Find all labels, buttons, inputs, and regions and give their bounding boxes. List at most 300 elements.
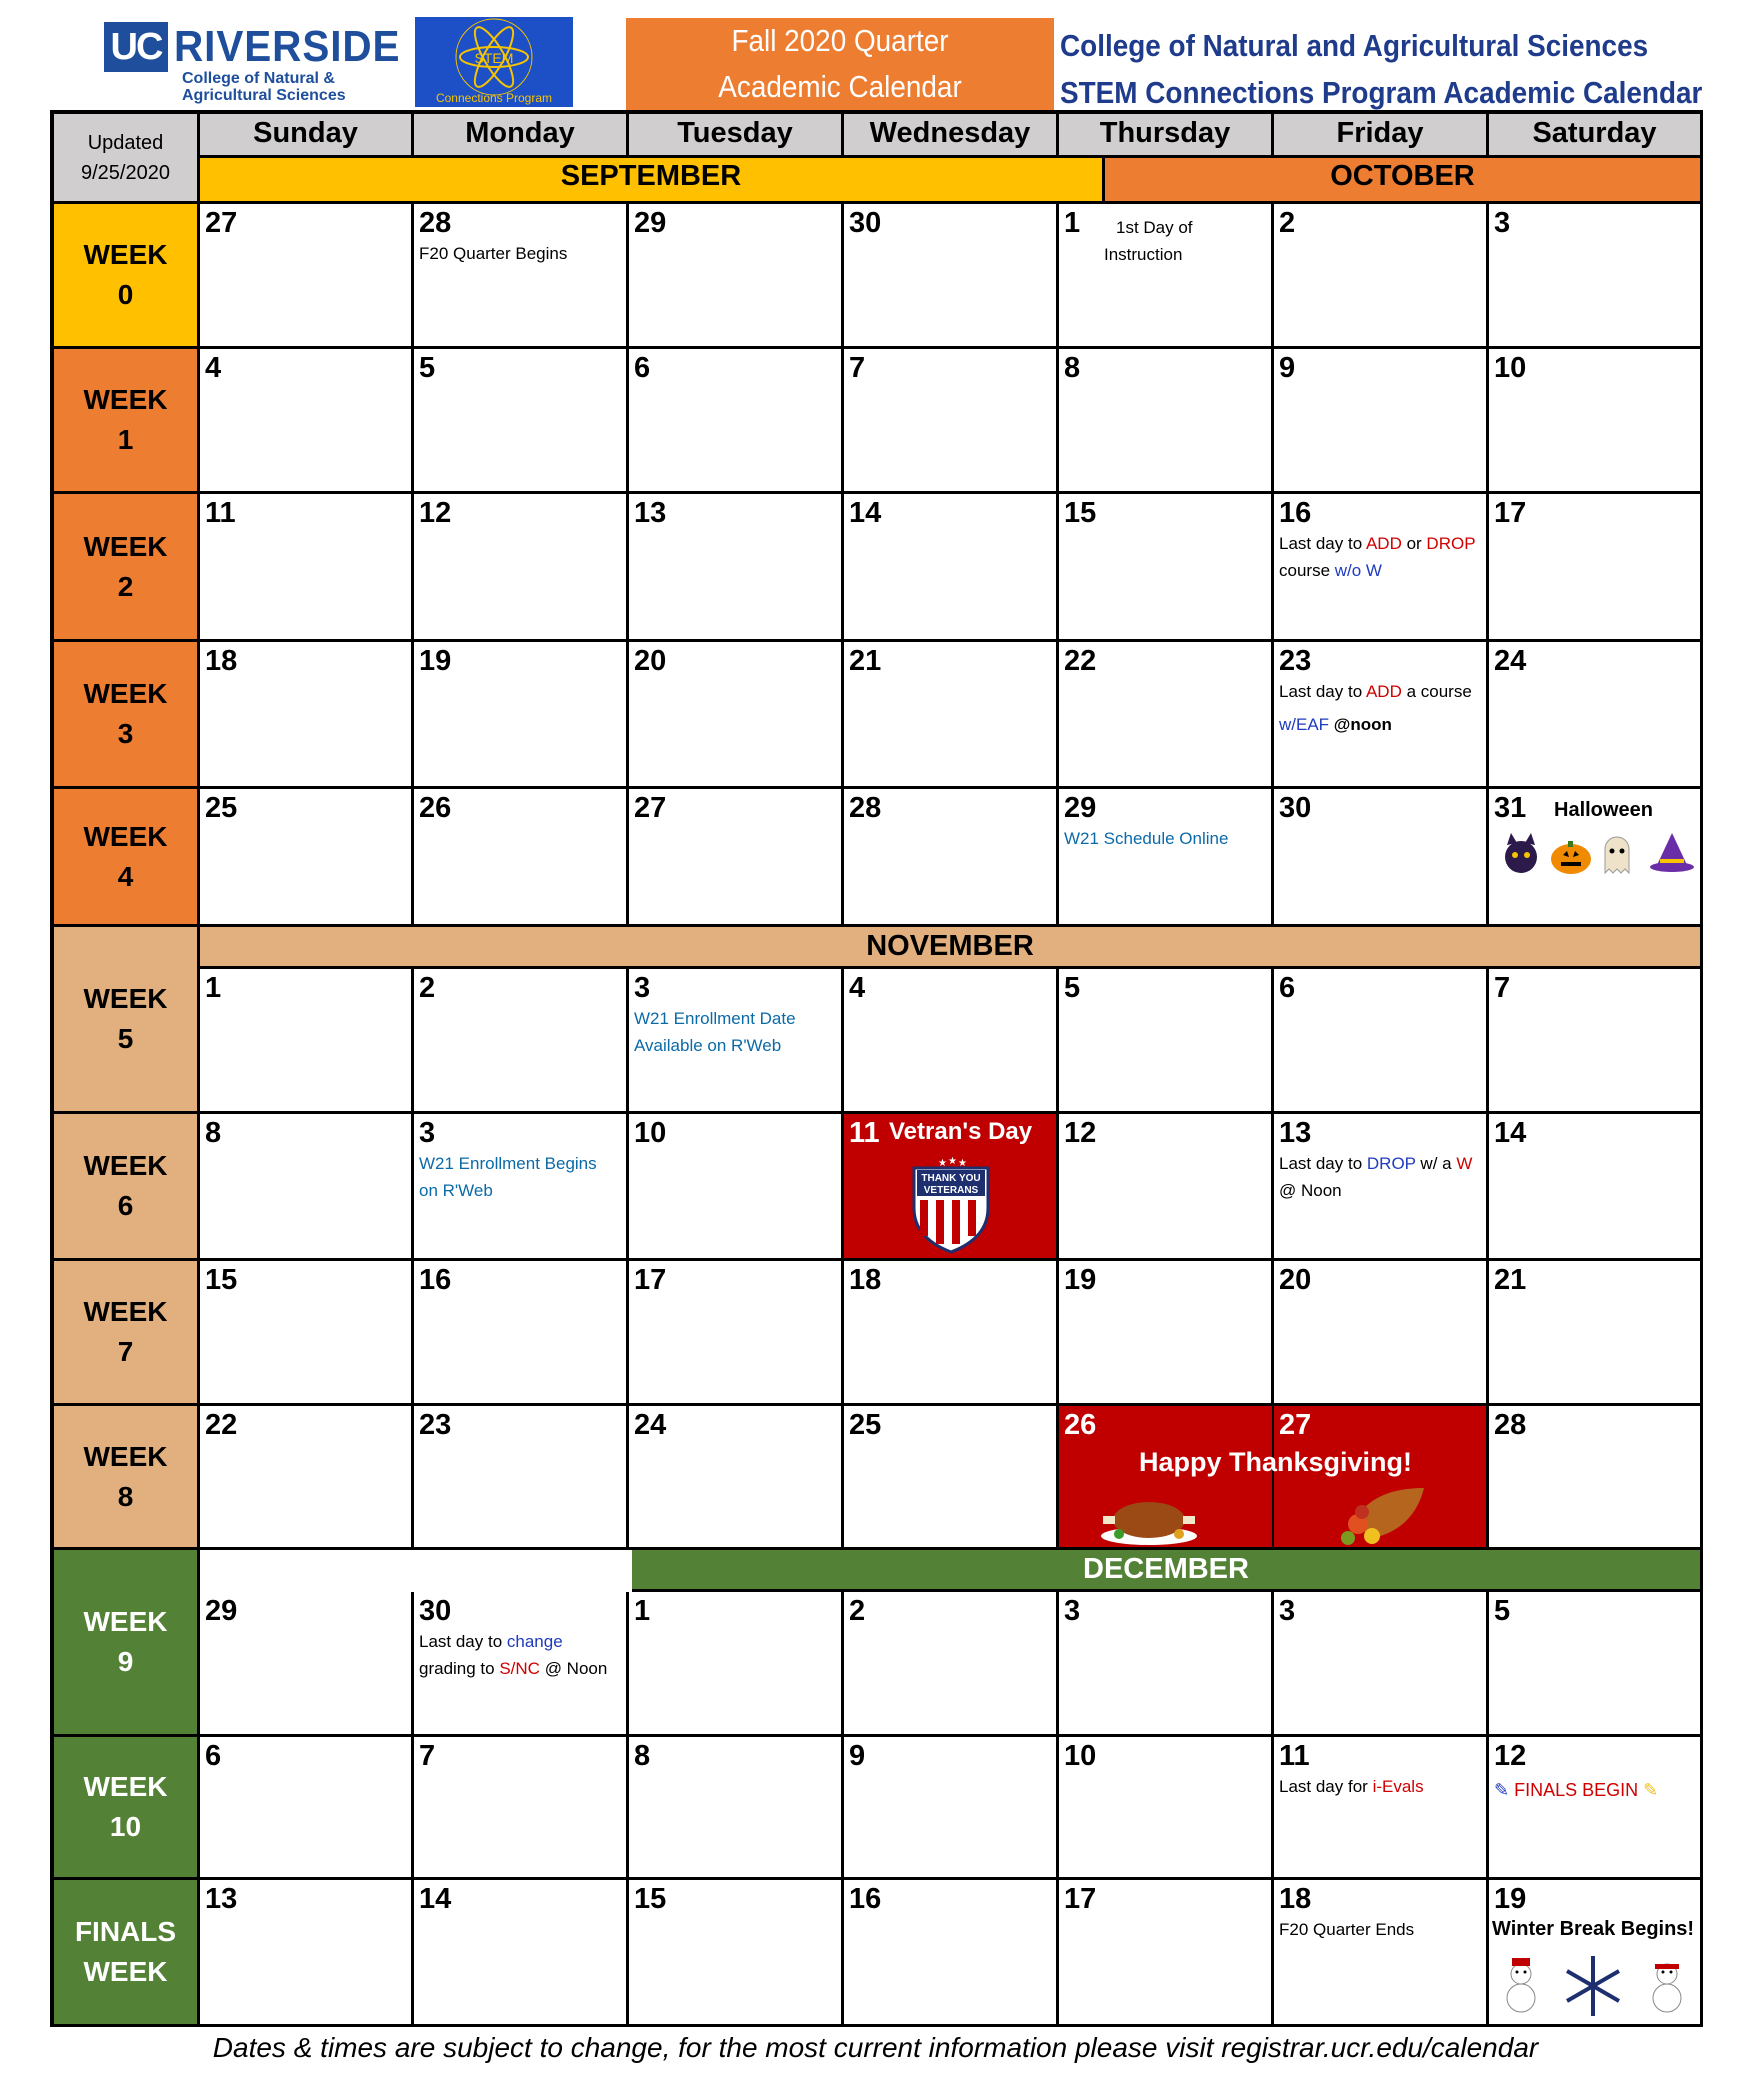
event-text: @noon bbox=[1329, 715, 1392, 734]
day-cell bbox=[414, 1592, 629, 1737]
date-number: 11 bbox=[205, 497, 236, 529]
event-note bbox=[1279, 530, 1476, 584]
footer-disclaimer: Dates & times are subject to change, for the most current information please visit registrar.ucr.edu/calendar bbox=[212, 2032, 1539, 2063]
week-label-line2: 1 bbox=[117, 424, 134, 455]
date-number: 27 bbox=[205, 207, 238, 239]
day-cell bbox=[629, 1114, 844, 1261]
date-number: 5 bbox=[419, 352, 436, 384]
day-cell bbox=[1059, 204, 1274, 349]
date-number: 6 bbox=[634, 352, 651, 384]
event-first-day-1: 1st Day of bbox=[1116, 218, 1193, 237]
event-winter-break: Winter Break Begins! bbox=[1492, 1918, 1695, 1940]
event-text: w/ a bbox=[1415, 1154, 1457, 1173]
date-number: 24 bbox=[634, 1409, 667, 1441]
pumpkin-icon bbox=[1551, 841, 1591, 874]
date-number: 29 bbox=[1064, 792, 1097, 824]
date-number: 22 bbox=[205, 1409, 238, 1441]
day-cell bbox=[1489, 1592, 1703, 1737]
event-text: a course bbox=[1401, 682, 1472, 701]
date-number: 19 bbox=[419, 645, 452, 677]
date-number: 3 bbox=[1494, 207, 1511, 239]
day-cell bbox=[200, 789, 414, 927]
day-cell bbox=[844, 789, 1059, 927]
date-number: 27 bbox=[634, 792, 667, 824]
date-number: 13 bbox=[1279, 1117, 1312, 1149]
day-cell bbox=[200, 494, 414, 642]
week-label-line1: WEEK bbox=[83, 239, 168, 270]
week-label-line2: 5 bbox=[117, 1023, 134, 1054]
day-header-sunday: Sunday bbox=[200, 114, 414, 158]
day-cell bbox=[1489, 969, 1703, 1114]
day-cell bbox=[1059, 1261, 1274, 1406]
snowman-icon bbox=[1507, 1958, 1535, 2012]
day-cell bbox=[1274, 494, 1489, 642]
day-cell bbox=[200, 1114, 414, 1261]
date-number: 12 bbox=[1064, 1117, 1097, 1149]
day-cell bbox=[1274, 1261, 1489, 1406]
event-text: course bbox=[1279, 561, 1335, 580]
date-number: 2 bbox=[1279, 207, 1296, 239]
day-cell bbox=[1274, 969, 1489, 1114]
day-cell bbox=[844, 1406, 1059, 1550]
day-cell bbox=[414, 1261, 629, 1406]
day-cell bbox=[629, 1880, 844, 2027]
day-cell bbox=[414, 349, 629, 494]
event-text: Last day to bbox=[1279, 534, 1366, 553]
day-cell bbox=[844, 642, 1059, 789]
date-number: 16 bbox=[1279, 497, 1312, 529]
date-number: 14 bbox=[419, 1883, 452, 1915]
event-note bbox=[1494, 797, 1653, 824]
event-note bbox=[419, 1628, 607, 1682]
event-note bbox=[1279, 1916, 1414, 1943]
date-number: 8 bbox=[205, 1117, 222, 1149]
event-text: w/EAF bbox=[1279, 715, 1330, 734]
event-text: DROP bbox=[1426, 534, 1476, 553]
event-note bbox=[1064, 825, 1228, 852]
date-number: 10 bbox=[1494, 352, 1527, 384]
date-number: 30 bbox=[419, 1595, 452, 1627]
date-number: 1 bbox=[1064, 207, 1081, 239]
day-header-tuesday: Tuesday bbox=[629, 114, 844, 158]
day-cell bbox=[1274, 642, 1489, 789]
event-text: grading to bbox=[419, 1659, 500, 1678]
event-note bbox=[1064, 214, 1193, 268]
week-label-line1: WEEK bbox=[83, 384, 168, 415]
event-text: i-Evals bbox=[1372, 1777, 1424, 1796]
day-cell bbox=[629, 1261, 844, 1406]
pencil-icon: ✎ bbox=[1643, 1780, 1659, 1800]
college-heading bbox=[1060, 22, 1740, 116]
week-label-line2: 2 bbox=[117, 570, 134, 602]
date-number: 21 bbox=[1494, 1264, 1527, 1296]
day-cell bbox=[414, 642, 629, 789]
day-cell bbox=[844, 204, 1059, 349]
month-header-october: OCTOBER bbox=[1105, 158, 1703, 204]
date-number: 28 bbox=[849, 792, 882, 824]
day-cell bbox=[1059, 1737, 1274, 1880]
day-cell bbox=[629, 642, 844, 789]
date-number: 18 bbox=[1279, 1883, 1312, 1915]
event-halloween: Halloween bbox=[1554, 799, 1653, 821]
month-header-september: SEPTEMBER bbox=[200, 158, 1105, 204]
day-cell bbox=[1489, 494, 1703, 642]
day-cell bbox=[1059, 789, 1274, 927]
date-number: 29 bbox=[634, 207, 667, 239]
event-note bbox=[419, 1150, 597, 1204]
week-label-line2: 4 bbox=[117, 860, 134, 892]
date-number: 18 bbox=[205, 645, 238, 677]
day-cell bbox=[1489, 789, 1703, 927]
week-label-8 bbox=[54, 1406, 200, 1550]
month-header-november: NOVEMBER bbox=[200, 927, 1703, 969]
event-text: Last day to bbox=[1279, 1154, 1367, 1173]
date-number: 25 bbox=[205, 792, 238, 824]
event-w21-enroll-date-2: Available on R'Web bbox=[634, 1036, 782, 1055]
snowflake-icon bbox=[1567, 1956, 1619, 2016]
event-note bbox=[419, 240, 567, 267]
day-cell bbox=[844, 1737, 1059, 1880]
day-header-wednesday: Wednesday bbox=[844, 114, 1059, 158]
date-number: 15 bbox=[205, 1264, 238, 1296]
event-note bbox=[1279, 1773, 1424, 1800]
day-cell bbox=[1274, 1880, 1489, 2027]
cat-icon bbox=[1505, 833, 1537, 873]
event-note bbox=[1279, 1150, 1472, 1204]
week-label-line2: 0 bbox=[117, 279, 134, 310]
calendar-grid bbox=[50, 110, 1703, 2027]
snowman-icon bbox=[1653, 1964, 1681, 2012]
week-label-line2: 6 bbox=[117, 1190, 134, 1221]
week-label-line1: WEEK bbox=[83, 1440, 168, 1472]
day-cell bbox=[1059, 1114, 1274, 1261]
date-number: 18 bbox=[849, 1264, 882, 1296]
date-number: 10 bbox=[1064, 1740, 1097, 1772]
stem-connections-logo bbox=[415, 17, 573, 107]
event-text: Last day to bbox=[1279, 682, 1366, 701]
date-number: 16 bbox=[419, 1264, 452, 1296]
day-cell bbox=[414, 1880, 629, 2027]
day-cell bbox=[1059, 1592, 1274, 1737]
day-cell bbox=[629, 789, 844, 927]
date-number: 7 bbox=[849, 352, 866, 384]
date-number: 29 bbox=[205, 1595, 238, 1627]
day-cell bbox=[414, 789, 629, 927]
uc-logo-sub1: College of Natural & bbox=[182, 70, 335, 87]
day-cell bbox=[844, 494, 1059, 642]
day-cell bbox=[200, 969, 414, 1114]
date-number: 7 bbox=[419, 1740, 436, 1772]
week-label-3 bbox=[54, 642, 200, 789]
date-number: 10 bbox=[634, 1117, 667, 1149]
week-label-line1: WEEK bbox=[83, 1606, 168, 1637]
day-cell bbox=[1059, 349, 1274, 494]
svg-text:★: ★ bbox=[938, 1158, 947, 1169]
date-number: 3 bbox=[419, 1117, 436, 1149]
date-number: 1 bbox=[634, 1595, 651, 1627]
date-number: 11 bbox=[849, 1117, 880, 1149]
cornucopia-icon bbox=[1334, 1478, 1434, 1551]
date-number: 26 bbox=[419, 792, 452, 824]
day-cell bbox=[1489, 1406, 1703, 1550]
day-cell bbox=[1489, 1261, 1703, 1406]
week-label-line2: 7 bbox=[117, 1336, 134, 1367]
week-label-6 bbox=[54, 1114, 200, 1261]
day-cell bbox=[1489, 642, 1703, 789]
month-header-december: DECEMBER bbox=[632, 1550, 1703, 1592]
event-note bbox=[1492, 1916, 1694, 1943]
week-label-10 bbox=[54, 1737, 200, 1880]
day-cell bbox=[200, 349, 414, 494]
day-cell bbox=[844, 969, 1059, 1114]
pencil-icon: ✎ bbox=[1494, 1780, 1510, 1800]
title-line-2: Academic Calendar bbox=[718, 69, 962, 104]
date-number: 14 bbox=[1494, 1117, 1527, 1149]
day-cell bbox=[200, 1261, 414, 1406]
event-note bbox=[634, 1005, 796, 1059]
day-cell bbox=[414, 1737, 629, 1880]
event-text: S/NC bbox=[499, 1659, 540, 1678]
day-cell bbox=[844, 1114, 1059, 1261]
event-w21-enroll-begins-1: W21 Enrollment Begins bbox=[419, 1154, 597, 1173]
date-number: 6 bbox=[205, 1740, 222, 1772]
event-text: @ Noon bbox=[539, 1659, 608, 1678]
day-cell bbox=[1489, 349, 1703, 494]
date-number: 28 bbox=[1494, 1409, 1527, 1441]
day-cell bbox=[629, 204, 844, 349]
day-cell bbox=[844, 1592, 1059, 1737]
week-label-line2: 9 bbox=[117, 1646, 134, 1677]
date-number: 17 bbox=[634, 1264, 667, 1296]
date-number: 7 bbox=[1494, 972, 1511, 1004]
event-f20-ends: F20 Quarter Ends bbox=[1279, 1920, 1415, 1939]
day-cell bbox=[1274, 349, 1489, 494]
uc-logo-mark: UC bbox=[104, 22, 168, 72]
date-number: 8 bbox=[1064, 352, 1081, 384]
day-cell bbox=[1059, 1880, 1274, 2027]
date-number: 17 bbox=[1494, 497, 1527, 529]
day-cell bbox=[414, 204, 629, 349]
week-label-line1: WEEK bbox=[83, 1150, 168, 1181]
day-cell bbox=[629, 349, 844, 494]
day-cell bbox=[844, 1880, 1059, 2027]
date-number: 20 bbox=[634, 645, 667, 677]
date-number: 11 bbox=[1279, 1740, 1310, 1772]
date-number: 13 bbox=[205, 1883, 238, 1915]
week-label-7 bbox=[54, 1261, 200, 1406]
date-number: 23 bbox=[1279, 645, 1312, 677]
date-number: 24 bbox=[1494, 645, 1527, 677]
turkey-icon bbox=[1099, 1486, 1199, 1551]
date-number: 2 bbox=[419, 972, 436, 1004]
week-label-9 bbox=[54, 1550, 200, 1737]
day-header-saturday: Saturday bbox=[1489, 114, 1703, 158]
day-cell bbox=[629, 969, 844, 1114]
week-label-line2: WEEK bbox=[83, 1956, 168, 1987]
week-label-line2: 3 bbox=[117, 718, 134, 749]
day-cell bbox=[200, 642, 414, 789]
day-cell bbox=[200, 1880, 414, 2027]
day-cell bbox=[1274, 1592, 1489, 1737]
week-label-4 bbox=[54, 789, 200, 927]
week-label-11 bbox=[54, 1880, 200, 2027]
date-number: 15 bbox=[634, 1883, 667, 1915]
uc-riverside-logo bbox=[104, 18, 401, 108]
calendar-title bbox=[626, 18, 1054, 110]
day-cell bbox=[200, 204, 414, 349]
event-note bbox=[849, 1118, 1032, 1147]
college-line-1: College of Natural and Agricultural Sciences bbox=[1060, 28, 1649, 63]
date-number: 30 bbox=[849, 207, 882, 239]
week-label-line1: WEEK bbox=[83, 678, 168, 709]
day-cell bbox=[200, 1737, 414, 1880]
day-cell bbox=[1059, 969, 1274, 1114]
day-cell bbox=[1489, 1737, 1703, 1880]
day-cell bbox=[844, 1261, 1059, 1406]
event-finals-begin: FINALS BEGIN bbox=[1514, 1780, 1639, 1800]
event-text: w/o W bbox=[1334, 561, 1382, 580]
event-text: @ Noon bbox=[1279, 1181, 1342, 1200]
day-cell bbox=[1274, 1737, 1489, 1880]
date-number: 25 bbox=[849, 1409, 882, 1441]
week-label-line1: WEEK bbox=[83, 820, 168, 852]
svg-text:★: ★ bbox=[948, 1156, 957, 1167]
event-veterans-day: Vetran's Day bbox=[889, 1118, 1033, 1145]
date-number: 15 bbox=[1064, 497, 1097, 529]
date-number: 2 bbox=[849, 1595, 866, 1627]
day-cell bbox=[1274, 204, 1489, 349]
day-cell bbox=[200, 1592, 414, 1737]
day-cell bbox=[844, 349, 1059, 494]
date-number: 30 bbox=[1279, 792, 1312, 824]
stem-logo-center: STEM bbox=[474, 50, 514, 66]
event-text: ADD bbox=[1365, 682, 1402, 701]
day-cell bbox=[629, 1737, 844, 1880]
week-label-line1: WEEK bbox=[83, 530, 168, 562]
date-number: 19 bbox=[1494, 1883, 1527, 1915]
date-number: 8 bbox=[634, 1740, 651, 1772]
halloween-icons bbox=[1497, 829, 1697, 879]
week-label-line1: WEEK bbox=[83, 1771, 168, 1802]
date-number: 31 bbox=[1494, 792, 1527, 824]
updated-date: 9/25/2020 bbox=[81, 162, 170, 184]
date-number: 5 bbox=[1064, 972, 1081, 1004]
day-cell bbox=[1274, 789, 1489, 927]
updated-stamp bbox=[54, 114, 200, 204]
date-number: 4 bbox=[849, 972, 866, 1004]
date-number: 3 bbox=[1279, 1595, 1296, 1627]
event-text: W bbox=[1456, 1154, 1473, 1173]
week-label-1 bbox=[54, 349, 200, 494]
witch-hat-icon bbox=[1650, 833, 1694, 872]
day-header-thursday: Thursday bbox=[1059, 114, 1274, 158]
day-cell bbox=[1489, 204, 1703, 349]
day-cell bbox=[1489, 1114, 1703, 1261]
event-text: DROP bbox=[1366, 1154, 1416, 1173]
date-number: 5 bbox=[1494, 1595, 1511, 1627]
date-number: 23 bbox=[419, 1409, 452, 1441]
date-number: 17 bbox=[1064, 1883, 1097, 1915]
day-cell bbox=[414, 494, 629, 642]
event-w21-schedule: W21 Schedule Online bbox=[1064, 829, 1229, 848]
badge-line-2: VETERANS bbox=[923, 1185, 979, 1196]
date-number: 6 bbox=[1279, 972, 1296, 1004]
event-text: ADD bbox=[1365, 534, 1402, 553]
date-number: 4 bbox=[205, 352, 222, 384]
day-cell bbox=[200, 1406, 414, 1550]
date-number: 9 bbox=[1279, 352, 1296, 384]
uc-logo-subtitle bbox=[182, 70, 346, 104]
date-number: 13 bbox=[634, 497, 667, 529]
week-label-line1: FINALS bbox=[74, 1916, 177, 1947]
day-cell bbox=[414, 1114, 629, 1261]
day-cell bbox=[629, 494, 844, 642]
day-cell bbox=[1489, 1880, 1703, 2027]
date-number: 12 bbox=[419, 497, 452, 529]
event-text: change bbox=[506, 1632, 563, 1651]
date-number: 27 bbox=[1279, 1409, 1312, 1441]
event-w21-enroll-begins-2: on R'Web bbox=[419, 1181, 493, 1200]
uc-logo-word: RIVERSIDE bbox=[174, 22, 401, 71]
veterans-shield-icon bbox=[906, 1154, 996, 1254]
winter-icons bbox=[1497, 1950, 1697, 2025]
day-cell bbox=[1274, 1114, 1489, 1261]
week-label-0 bbox=[54, 204, 200, 349]
date-number: 20 bbox=[1279, 1264, 1312, 1296]
date-number: 14 bbox=[849, 497, 882, 529]
date-number: 28 bbox=[419, 207, 452, 239]
badge-line-1: THANK YOU bbox=[921, 1173, 981, 1184]
week-label-line1: WEEK bbox=[83, 983, 168, 1014]
thanksgiving-banner: Happy Thanksgiving! bbox=[1139, 1447, 1413, 1477]
date-number: 3 bbox=[634, 972, 651, 1004]
day-cell bbox=[414, 969, 629, 1114]
week-label-5 bbox=[54, 927, 200, 1114]
ghost-icon bbox=[1605, 837, 1629, 873]
week-label-line2: 10 bbox=[109, 1811, 142, 1842]
date-number: 3 bbox=[1064, 1595, 1081, 1627]
updated-label: Updated bbox=[87, 132, 164, 154]
date-number: 16 bbox=[849, 1883, 882, 1915]
day-cell bbox=[414, 1406, 629, 1550]
title-line-1: Fall 2020 Quarter bbox=[731, 23, 949, 58]
event-text: Last day to bbox=[419, 1632, 507, 1651]
week-label-line1: WEEK bbox=[83, 1296, 168, 1327]
date-number: 1 bbox=[205, 972, 222, 1004]
date-number: 22 bbox=[1064, 645, 1097, 677]
date-number: 19 bbox=[1064, 1264, 1097, 1296]
stem-logo-caption: Connections Program bbox=[435, 91, 553, 105]
date-number: 9 bbox=[849, 1740, 866, 1772]
event-first-day-2: Instruction bbox=[1104, 245, 1183, 264]
week-label-line2: 8 bbox=[117, 1480, 134, 1512]
event-note bbox=[1279, 678, 1472, 738]
college-line-2: STEM Connections Program Academic Calendar bbox=[1060, 75, 1703, 110]
date-number: 12 bbox=[1494, 1740, 1527, 1772]
event-note bbox=[1494, 1777, 1658, 1804]
day-cell bbox=[1059, 642, 1274, 789]
day-header-monday: Monday bbox=[414, 114, 629, 158]
day-cell bbox=[629, 1592, 844, 1737]
day-cell bbox=[1059, 494, 1274, 642]
svg-text:★: ★ bbox=[958, 1158, 967, 1169]
day-header-friday: Friday bbox=[1274, 114, 1489, 158]
week-label-2 bbox=[54, 494, 200, 642]
event-w21-enroll-date-1: W21 Enrollment Date bbox=[634, 1009, 796, 1028]
event-text: Last day for bbox=[1279, 1777, 1373, 1796]
uc-logo-sub2: Agricultural Sciences bbox=[182, 87, 346, 104]
date-number: 26 bbox=[1064, 1409, 1097, 1441]
